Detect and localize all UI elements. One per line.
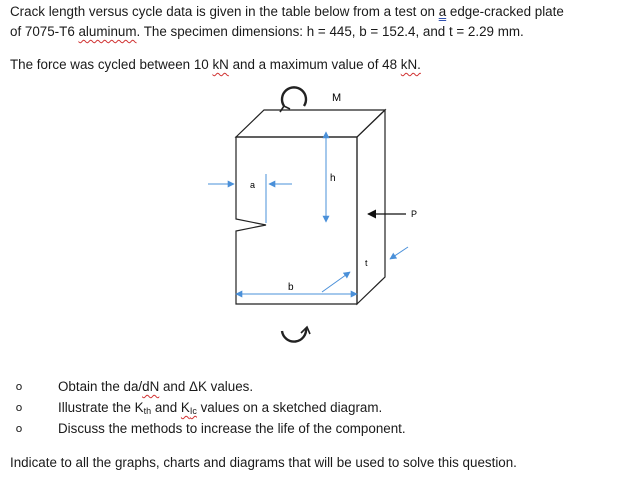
moment-bottom-icon [282,328,306,342]
moment-top-icon [282,87,306,106]
force-text: and a maximum value of 48 [228,57,401,72]
intro-line-2 [10,22,524,42]
b-label: b [288,282,294,293]
t-left-arrow [322,272,350,292]
specimen-diagram [200,84,440,364]
task-item: o Obtain the da/dN and ΔK values. [12,376,406,397]
t-label: t [365,258,368,268]
intro-line-1 [10,2,564,22]
specimen-plate [236,110,385,304]
task-item: o Illustrate the $K_{th}$ and $K_{Ic}$ values on a sketched diagram. [12,397,406,418]
plate-front-face [236,137,357,304]
h-label: h [330,173,336,184]
t-right-arrow [390,247,408,259]
force-unit: kN [212,57,229,72]
material-name: aluminum [78,24,137,39]
task-item: o Discuss the methods to increase the life of the component. [12,418,406,439]
intro-text: of 7075-T6 [10,24,79,39]
a-label: a [250,180,256,190]
bullet-icon: o [15,401,23,414]
intro-text: Crack length versus cycle data is given in the table below from a test on [10,4,439,19]
plate-top-face [236,110,385,137]
force-text: The force was cycled between 10 [10,57,213,72]
force-unit: kN. [400,57,421,72]
intro-article: a [438,4,447,19]
moment-label: M [332,92,342,104]
bullet-icon: o [15,380,23,393]
p-label: P [411,209,418,219]
closing-instruction: Indicate to all the graphs, charts and diagrams that will be used to solve this question. [10,455,517,470]
force-paragraph [10,55,421,75]
bullet-icon: o [15,422,23,435]
intro-text: . The specimen dimensions: h = 445, b = 152.4, and t = 2.29 mm. [136,24,524,39]
plate-side-face [357,110,385,304]
task-list [12,376,406,439]
intro-text: edge-cracked plate [446,4,564,19]
